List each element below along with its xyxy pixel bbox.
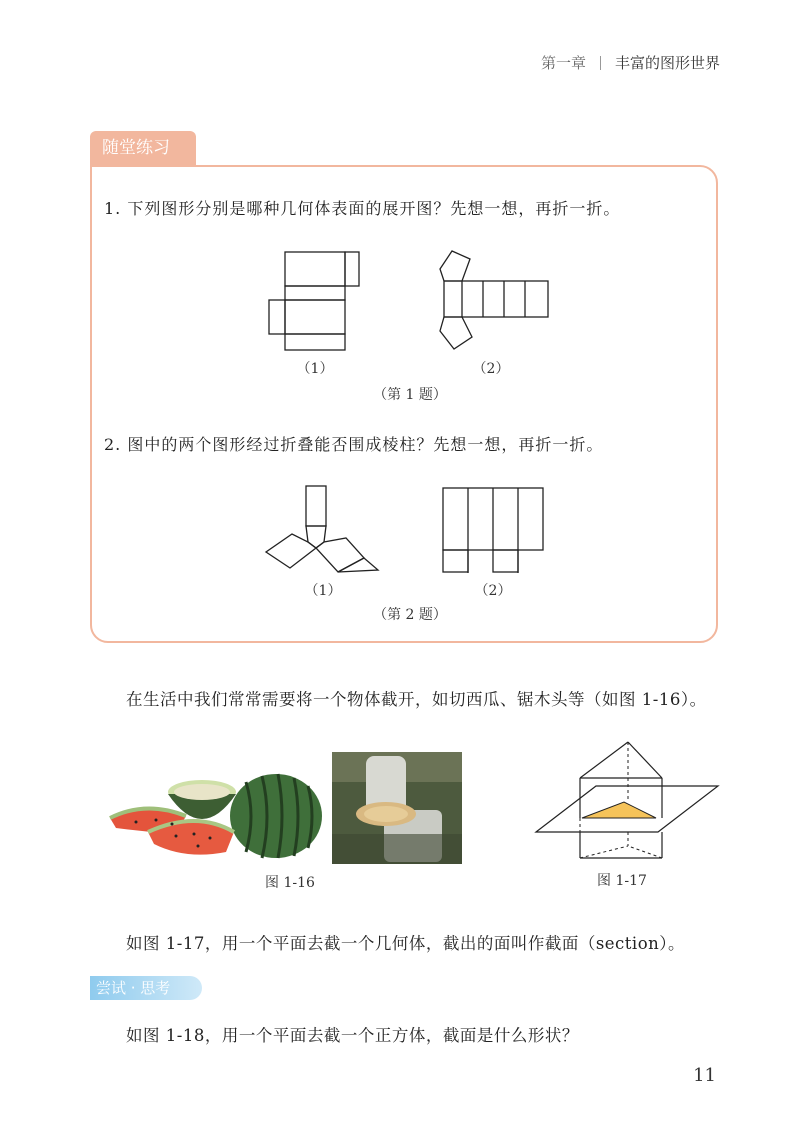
fig16-caption: 图 1-16 <box>265 875 315 891</box>
question-1: 1. 下列图形分别是哪种几何体表面的展开图？先想一想，再折一折。 <box>104 199 621 218</box>
q2-net-1 <box>262 482 384 578</box>
paragraph-section-definition: 如图 1-17，用一个平面去截一个几何体，截出的面叫作截面（section）。 <box>126 934 686 953</box>
q1-label-1: （1） <box>296 361 334 377</box>
q1-label-2: （2） <box>472 361 510 377</box>
chapter-label: 第一章 <box>540 54 586 72</box>
practice-tab: 随堂练习 <box>90 131 196 165</box>
section-diagram <box>532 736 722 866</box>
practice-box <box>90 165 718 643</box>
paragraph-cube-question: 如图 1-18，用一个平面去截一个正方体，截面是什么形状？ <box>126 1026 579 1045</box>
page-number: 11 <box>693 1065 716 1086</box>
q2-caption: （第 2 题） <box>373 607 447 623</box>
try-think-label: 尝试 · 思考 <box>90 976 202 1000</box>
q1-net-1 <box>265 248 365 354</box>
header-divider <box>600 56 601 70</box>
q2-label-2: （2） <box>474 583 512 599</box>
q2-net-2 <box>440 485 546 575</box>
chapter-title: 丰富的图形世界 <box>614 54 720 72</box>
watermelon-photo <box>106 770 328 866</box>
running-header <box>541 52 720 73</box>
fig17-caption: 图 1-17 <box>597 873 647 889</box>
q1-caption: （第 1 题） <box>373 387 447 403</box>
log-sawing-photo <box>332 752 462 864</box>
question-2: 2. 图中的两个图形经过折叠能否围成棱柱？先想一想，再折一折。 <box>104 435 604 454</box>
q1-net-2 <box>436 245 552 357</box>
q2-label-1: （1） <box>304 583 342 599</box>
paragraph-cutting: 在生活中我们常常需要将一个物体截开，如切西瓜、锯木头等（如图 1-16）。 <box>126 690 707 709</box>
